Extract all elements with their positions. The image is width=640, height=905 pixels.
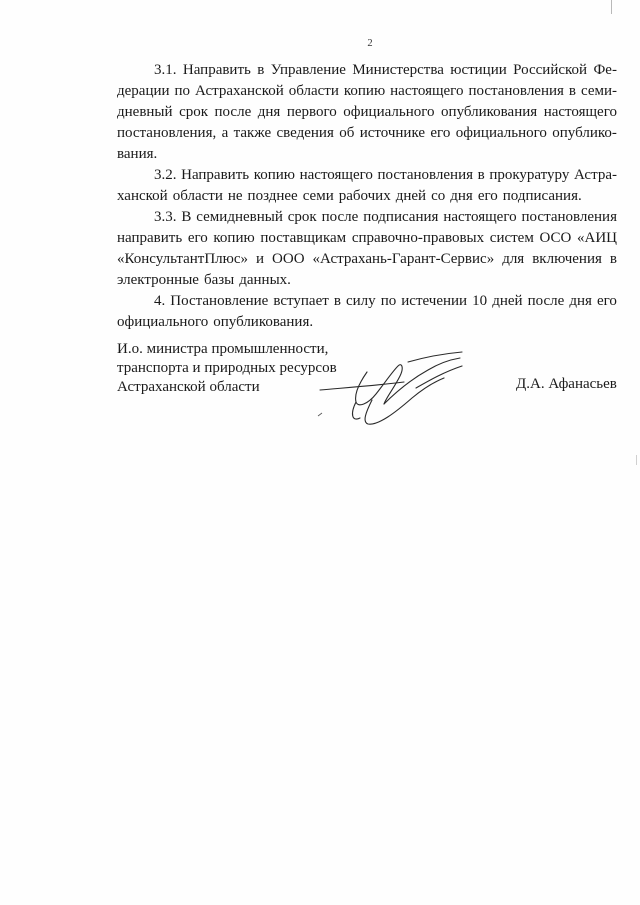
word: источнике — [359, 125, 426, 141]
word: 10 — [472, 293, 488, 309]
word: также — [233, 125, 272, 141]
text-line — [117, 102, 617, 123]
word: дня — [569, 293, 592, 309]
position-line: И.о. министра промышленности, — [117, 341, 329, 357]
text-line — [117, 249, 617, 270]
word: подписания — [363, 209, 439, 225]
word: ханской — [117, 188, 168, 204]
word: его — [430, 125, 451, 141]
word: в — [257, 62, 265, 78]
word: настоящего — [299, 167, 373, 183]
word: области — [288, 83, 339, 99]
word: истечении — [401, 293, 468, 309]
position-line: транспорта и природных ресурсов — [117, 360, 337, 376]
word: систем — [489, 230, 534, 246]
word: настоящего — [443, 209, 517, 225]
word: а — [221, 125, 229, 141]
word: официального — [117, 314, 209, 330]
word: срок — [287, 209, 317, 225]
text-line — [117, 228, 617, 249]
word: постановления — [521, 209, 617, 225]
word: включения — [532, 251, 602, 267]
paragraph-3-2 — [117, 165, 617, 207]
word: Астра- — [573, 167, 617, 183]
text-line — [117, 123, 617, 144]
word: ОСО — [539, 230, 572, 246]
word: Направить — [182, 62, 251, 78]
document-body — [117, 60, 617, 333]
word: 3.2. — [154, 167, 177, 183]
word: дней — [395, 188, 427, 204]
word: постановления, — [117, 125, 217, 141]
word: дневный — [117, 104, 173, 120]
word: «Астрахань-Гарант-Сервис» — [312, 251, 495, 267]
word: поставщикам — [260, 230, 347, 246]
word: дерации — [117, 83, 170, 99]
word: для — [502, 251, 525, 267]
text-line — [117, 207, 617, 228]
text-line — [117, 60, 617, 81]
word: семи- — [580, 83, 617, 99]
word: после — [527, 293, 565, 309]
word: прокуратуру — [489, 167, 570, 183]
word: опубликования — [441, 104, 538, 120]
word: по — [380, 293, 397, 309]
word: его — [477, 188, 498, 204]
word: Министерства — [352, 62, 444, 78]
word: справочно-правовых — [351, 230, 485, 246]
paragraph-3-3 — [117, 207, 617, 291]
word: со — [431, 188, 446, 204]
word: подписания. — [502, 188, 582, 204]
position-line: Астраханской области — [117, 379, 260, 395]
word: 3.3. — [154, 209, 177, 225]
word: данных. — [239, 272, 291, 288]
word: В — [181, 209, 192, 225]
word: копию — [253, 167, 295, 183]
word: его — [596, 293, 617, 309]
paragraph-4 — [117, 291, 617, 333]
word: в — [609, 251, 617, 267]
word: срок — [179, 104, 209, 120]
word: Управление — [270, 62, 346, 78]
word: в — [477, 167, 485, 183]
word: юстиции — [450, 62, 507, 78]
text-line — [117, 270, 617, 291]
scan-artifact-top — [611, 0, 612, 14]
word: Российской — [513, 62, 588, 78]
word: дней — [492, 293, 523, 309]
word: сведения — [276, 125, 334, 141]
word: опубликования. — [213, 314, 314, 330]
scan-artifact-right — [636, 455, 637, 465]
word: копию — [343, 83, 386, 99]
word: опублико- — [552, 125, 617, 141]
word: первого — [286, 104, 337, 120]
word: не — [227, 188, 243, 204]
word: об — [339, 125, 355, 141]
word: базы — [203, 272, 235, 288]
word: в — [568, 83, 576, 99]
word: после — [214, 104, 252, 120]
text-line — [117, 81, 617, 102]
word: официального — [455, 125, 547, 141]
word: позднее — [247, 188, 298, 204]
word: Астраханской — [195, 83, 284, 99]
word: постановления — [377, 167, 473, 183]
text-line — [117, 186, 617, 207]
word: вания. — [117, 146, 158, 162]
handwritten-signature — [312, 342, 482, 432]
word: силу — [345, 293, 376, 309]
word: семидневный — [196, 209, 283, 225]
word: направить — [117, 230, 183, 246]
paragraph-3-1 — [117, 60, 617, 165]
word: рабочих — [338, 188, 391, 204]
word: настоящего — [543, 104, 617, 120]
word: официального — [343, 104, 435, 120]
word: области — [172, 188, 223, 204]
word: Постановление — [170, 293, 269, 309]
word: настоящего — [390, 83, 464, 99]
word: 4. — [154, 293, 166, 309]
text-line — [117, 144, 617, 165]
word: и — [256, 251, 265, 267]
word: электронные — [117, 272, 199, 288]
word: дня — [450, 188, 473, 204]
page-number: 2 — [367, 38, 373, 49]
word: ООО — [272, 251, 305, 267]
word: «АИЦ — [576, 230, 617, 246]
text-line — [117, 291, 617, 312]
text-line — [117, 312, 617, 333]
word: «КонсультантПлюс» — [117, 251, 249, 267]
word: Фе- — [593, 62, 617, 78]
signer-name: Д.А. Афанасьев — [516, 376, 617, 392]
word: 3.1. — [154, 62, 177, 78]
signatory-position — [117, 340, 337, 397]
text-line — [117, 165, 617, 186]
word: в — [333, 293, 341, 309]
word: вступает — [273, 293, 329, 309]
word: после — [321, 209, 359, 225]
word: Направить — [181, 167, 250, 183]
word: постановления — [468, 83, 564, 99]
word: его — [187, 230, 208, 246]
word: дня — [257, 104, 281, 120]
word: семи — [302, 188, 334, 204]
word: по — [174, 83, 191, 99]
word: копию — [213, 230, 255, 246]
